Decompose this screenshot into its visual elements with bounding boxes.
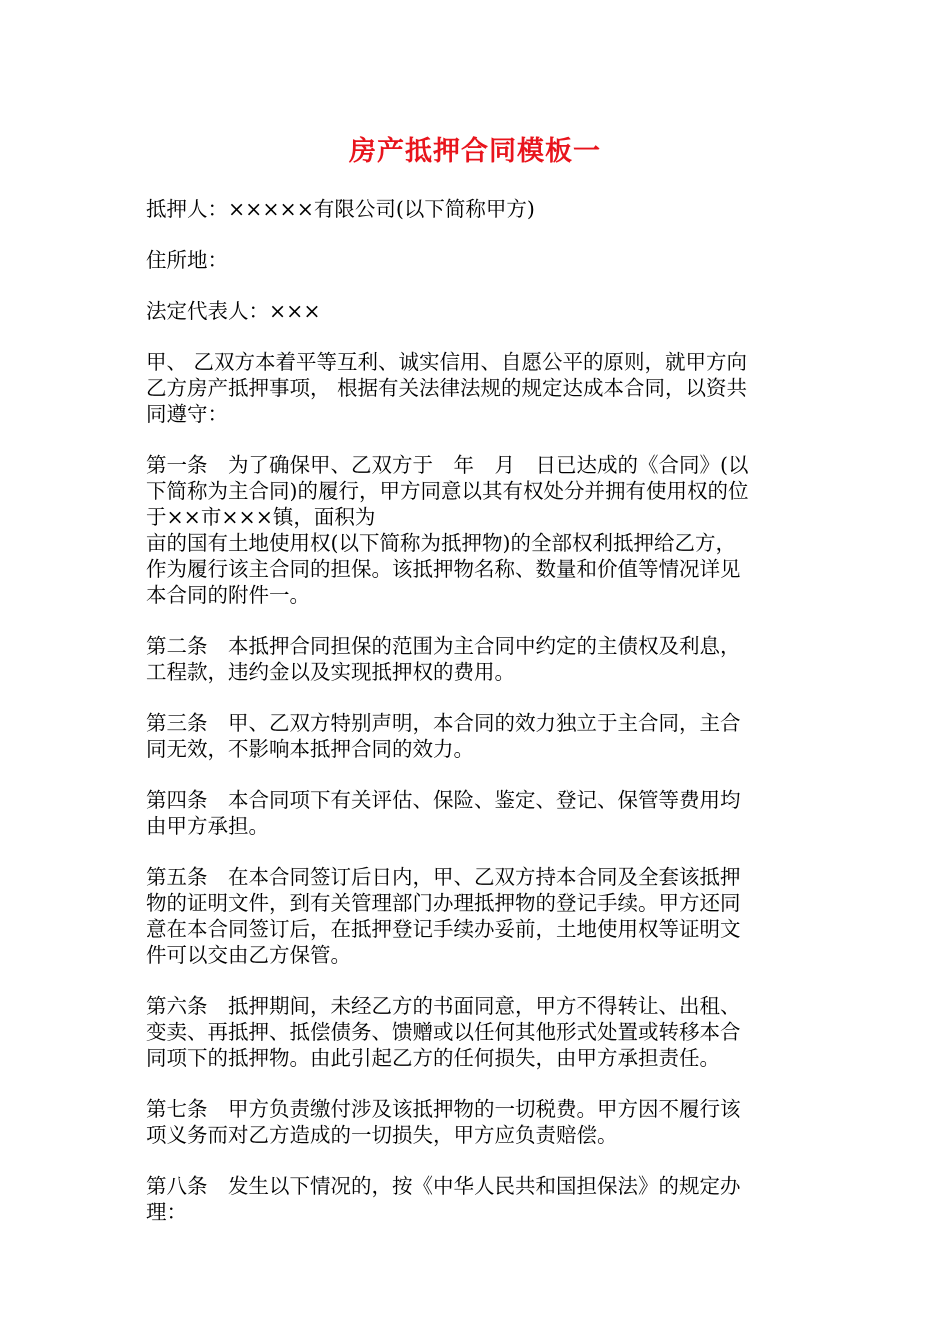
paragraph-line: 法定代表人：××× — [146, 299, 321, 323]
paragraph-line: 第五条 在本合同签订后日内，甲、乙双方持本合同及全套该抵押 — [146, 865, 741, 889]
paragraph-line: 意在本合同签订后，在抵押登记手续办妥前，土地使用权等证明文 — [146, 917, 741, 941]
paragraph-line: 理： — [146, 1200, 187, 1224]
document-body — [146, 196, 806, 1250]
paragraph-line: 物的证明文件，到有关管理部门办理抵押物的登记手续。甲方还同 — [146, 891, 741, 915]
paragraph-line: 甲、 乙双方本着平等互利、诚实信用、自愿公平的原则，就甲方向 — [146, 350, 748, 374]
paragraph-line: 下简称为主合同)的履行，甲方同意以其有权处分并拥有使用权的位 — [146, 479, 749, 503]
paragraph-line: 第二条 本抵押合同担保的范围为主合同中约定的主债权及利息， — [146, 634, 741, 658]
paragraph — [146, 710, 806, 762]
paragraph-line: 第六条 抵押期间，未经乙方的书面同意，甲方不得转让、出租、 — [146, 994, 741, 1018]
paragraph-line: 第一条 为了确保甲、乙双方于 年 月 日已达成的《合同》(以 — [146, 453, 749, 477]
paragraph — [146, 633, 806, 685]
paragraph-line: 同遵守： — [146, 402, 228, 426]
paragraph — [146, 1173, 806, 1225]
paragraph-line: 由甲方承担。 — [146, 814, 269, 838]
paragraph — [146, 787, 806, 839]
paragraph-line: 抵押人：×××××有限公司(以下简称甲方) — [146, 197, 535, 221]
paragraph-line: 第四条 本合同项下有关评估、保险、鉴定、登记、保管等费用均 — [146, 788, 741, 812]
paragraph — [146, 349, 806, 427]
paragraph — [146, 1096, 806, 1148]
paragraph-line: 住所地： — [146, 248, 228, 272]
paragraph-line: 于××市×××镇，面积为 — [146, 505, 376, 529]
paragraph — [146, 247, 806, 273]
paragraph-line: 本合同的附件一。 — [146, 583, 310, 607]
paragraph-line: 项义务而对乙方造成的一切损失，甲方应负责赔偿。 — [146, 1123, 618, 1147]
paragraph-line: 乙方房产抵押事项， 根据有关法律法规的规定达成本合同，以资共 — [146, 376, 748, 400]
paragraph-line: 作为履行该主合同的担保。该抵押物名称、数量和价值等情况详见 — [146, 557, 741, 581]
document-title: 房产抵押合同模板一 — [349, 136, 601, 167]
paragraph — [146, 993, 806, 1071]
paragraph-line: 第八条 发生以下情况的，按《中华人民共和国担保法》的规定办 — [146, 1174, 741, 1198]
paragraph-line: 件可以交由乙方保管。 — [146, 943, 351, 967]
paragraph — [146, 298, 806, 324]
paragraph-line: 第三条 甲、乙双方特别声明，本合同的效力独立于主合同，主合 — [146, 711, 741, 735]
paragraph — [146, 196, 806, 222]
paragraph-line: 第七条 甲方负责缴付涉及该抵押物的一切税费。甲方因不履行该 — [146, 1097, 741, 1121]
paragraph-line: 工程款，违约金以及实现抵押权的费用。 — [146, 660, 515, 684]
paragraph-line: 同项下的抵押物。由此引起乙方的任何损失，由甲方承担责任。 — [146, 1046, 720, 1070]
paragraph — [146, 452, 806, 608]
paragraph-line: 亩的国有土地使用权(以下简称为抵押物)的全部权利抵押给乙方， — [146, 531, 736, 555]
paragraph-line: 同无效，不影响本抵押合同的效力。 — [146, 737, 474, 761]
paragraph-line: 变卖、再抵押、抵偿债务、馈赠或以任何其他形式处置或转移本合 — [146, 1020, 741, 1044]
paragraph — [146, 864, 806, 968]
